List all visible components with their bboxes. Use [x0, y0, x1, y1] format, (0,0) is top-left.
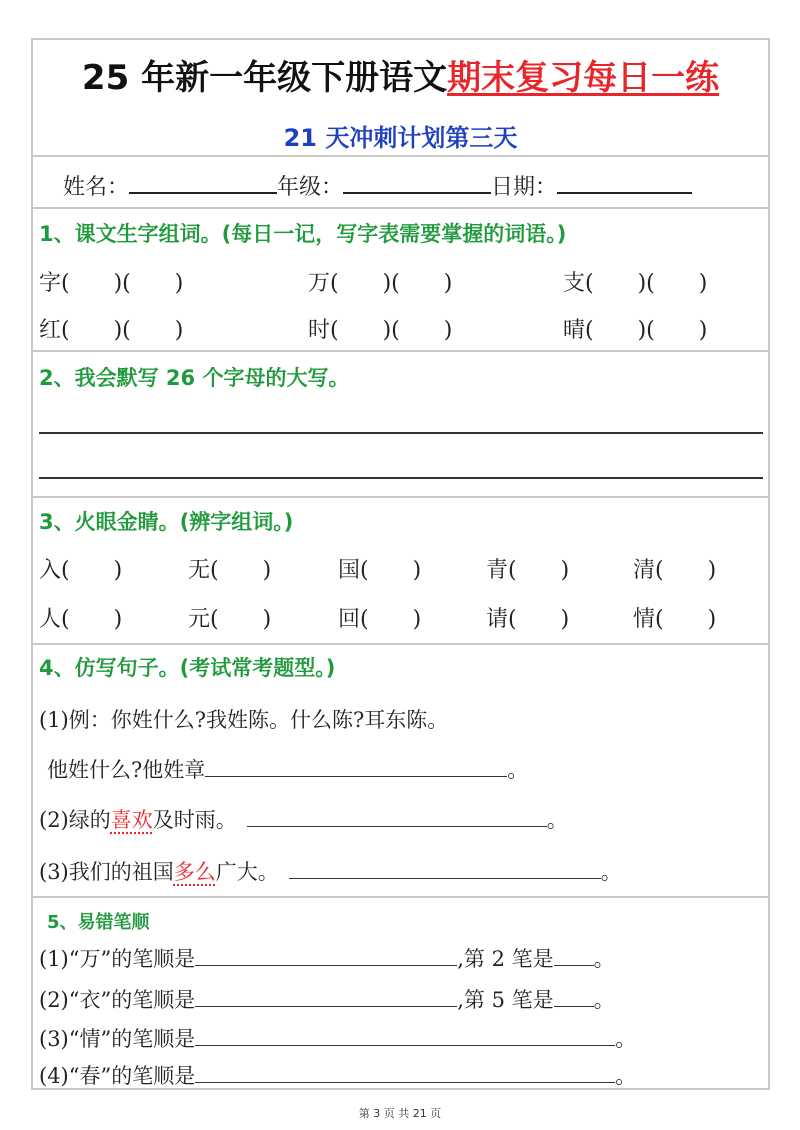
stroke-question-1	[39, 943, 615, 973]
word-item[interactable]: 清( )	[633, 558, 717, 583]
word-item[interactable]: 青( )	[486, 558, 570, 583]
grade-field[interactable]	[343, 170, 491, 194]
word-item[interactable]: 入( )	[39, 558, 123, 583]
answer-blank[interactable]	[554, 986, 594, 1007]
word-item[interactable]: 无( )	[188, 558, 272, 583]
question-text: (3)“情”的笔顺是	[39, 1027, 196, 1051]
imitation-line-2	[39, 804, 568, 834]
highlight-word: 多么	[173, 860, 216, 884]
title-main: 25 年新一年级下册语文	[81, 58, 448, 98]
end-mark: 。	[593, 947, 615, 971]
word-item[interactable]: 晴( )( )	[563, 318, 708, 343]
word-item[interactable]: 时( )( )	[308, 318, 453, 343]
answer-blank[interactable]	[205, 756, 507, 777]
word-item[interactable]: 万( )( )	[308, 271, 453, 296]
word-item[interactable]: 国( )	[338, 558, 422, 583]
question-text: ,第 2 笔是	[457, 947, 554, 971]
answer-blank[interactable]	[195, 945, 457, 966]
word-item[interactable]: 字( )( )	[39, 271, 184, 296]
word-item[interactable]: 人( )	[39, 607, 123, 632]
date-field[interactable]	[557, 170, 692, 194]
answer-blank[interactable]	[289, 858, 601, 879]
word-item[interactable]: 回( )	[338, 607, 422, 632]
writing-line[interactable]	[39, 432, 763, 434]
section5-heading: 5、易错笔顺	[47, 912, 150, 933]
section4-heading: 4、仿写句子。(考试常考题型。)	[39, 656, 336, 680]
word-item[interactable]: 红( )( )	[39, 318, 184, 343]
example-sentence: (1)例：你姓什么?我姓陈。什么陈?耳东陈。	[39, 708, 449, 732]
word-item[interactable]: 请( )	[486, 607, 570, 632]
sentence-text: (3)我们的祖国	[39, 860, 174, 884]
answer-blank[interactable]	[554, 945, 594, 966]
title-highlight: 期末复习每日一练	[447, 58, 720, 98]
page-subtitle: 21 天冲刺计划第三天	[283, 124, 518, 152]
date-label: 日期：	[491, 175, 558, 200]
section1-heading: 1、课文生字组词。(每日一记，写字表需要掌握的词语。)	[39, 222, 567, 246]
highlight-word: 喜欢	[110, 808, 153, 832]
sentence-text: 及时雨。	[152, 808, 237, 832]
section2-heading: 2、我会默写 26 个字母的大写。	[39, 366, 350, 390]
end-mark: 。	[593, 988, 615, 1012]
page-title	[33, 50, 768, 99]
word-item[interactable]: 支( )( )	[563, 271, 708, 296]
divider	[33, 155, 768, 157]
divider	[33, 643, 768, 645]
divider	[33, 350, 768, 352]
stroke-question-4	[39, 1060, 636, 1090]
question-text: (1)“万”的笔顺是	[39, 947, 196, 971]
answer-blank[interactable]	[195, 1025, 615, 1046]
sentence-text: 他姓什么?他姓章	[47, 758, 206, 782]
question-text: (4)“春”的笔顺是	[39, 1064, 196, 1088]
sentence-text: (2)绿的	[39, 808, 111, 832]
divider	[33, 896, 768, 898]
worksheet-frame	[31, 38, 770, 1090]
answer-blank[interactable]	[195, 986, 457, 1007]
question-text: ,第 5 笔是	[457, 988, 554, 1012]
end-mark: 。	[615, 1064, 637, 1088]
question-text: (2)“衣”的笔顺是	[39, 988, 196, 1012]
divider	[33, 207, 768, 209]
end-mark: 。	[507, 758, 529, 782]
page-footer: 第 3 页 共 21 页	[358, 1107, 442, 1120]
name-field[interactable]	[129, 170, 277, 194]
end-mark: 。	[615, 1027, 637, 1051]
student-info-row	[63, 170, 692, 201]
stroke-question-3	[39, 1023, 636, 1053]
imitation-line-3	[39, 856, 622, 886]
word-item[interactable]: 情( )	[633, 607, 717, 632]
word-item[interactable]: 元( )	[188, 607, 272, 632]
sentence-text: 广大。	[215, 860, 279, 884]
end-mark: 。	[600, 860, 622, 884]
answer-blank[interactable]	[247, 806, 547, 827]
stroke-question-2	[39, 984, 615, 1014]
end-mark: 。	[546, 808, 568, 832]
grade-label: 年级：	[277, 175, 344, 200]
section3-heading: 3、火眼金睛。(辨字组词。)	[39, 510, 294, 534]
imitation-line-1	[47, 754, 528, 784]
writing-line[interactable]	[39, 477, 763, 479]
answer-blank[interactable]	[195, 1062, 615, 1083]
divider	[33, 496, 768, 498]
name-label: 姓名：	[63, 175, 130, 200]
